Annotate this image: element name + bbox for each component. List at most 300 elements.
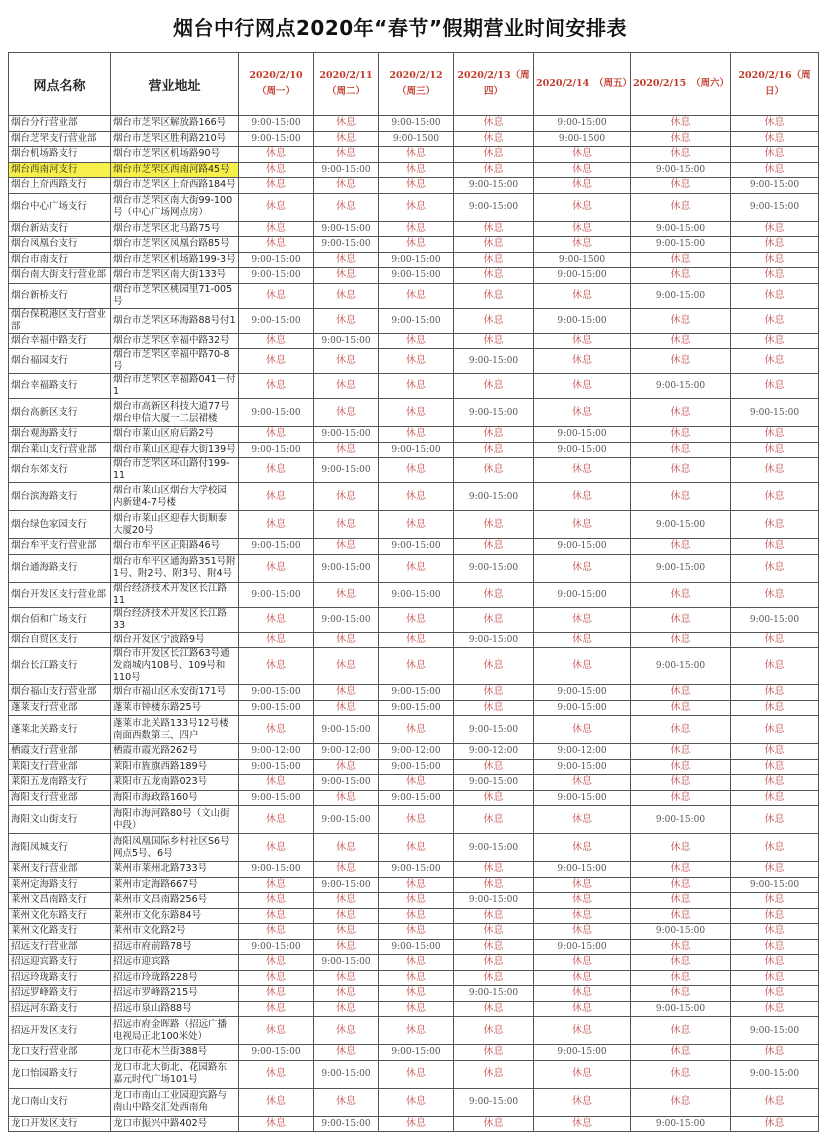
closed-cell[interactable]: 休息: [534, 775, 631, 791]
closed-cell[interactable]: 休息: [314, 700, 379, 716]
hours-cell[interactable]: 9:00-15:00: [534, 268, 631, 284]
hours-cell[interactable]: 9:00-15:00: [631, 511, 731, 539]
hours-cell[interactable]: 9:00-15:00: [731, 877, 819, 893]
header-date[interactable]: 2020/2/10（周一）: [239, 53, 314, 116]
hours-cell[interactable]: 9:00-15:00: [534, 790, 631, 806]
address-cell[interactable]: 烟台经济技术开发区长江路33: [111, 607, 239, 632]
hours-cell[interactable]: 9:00-15:00: [239, 1045, 314, 1061]
address-cell[interactable]: 烟台市芝罘区西南河路45号: [111, 162, 239, 178]
hours-cell[interactable]: 9:00-15:00: [314, 775, 379, 791]
hours-cell[interactable]: 9:00-15:00: [534, 116, 631, 132]
hours-cell[interactable]: 9:00-15:00: [239, 939, 314, 955]
address-cell[interactable]: 烟台市芝罘区幸福中路32号: [111, 333, 239, 349]
closed-cell[interactable]: 休息: [314, 893, 379, 909]
closed-cell[interactable]: 休息: [314, 308, 379, 333]
closed-cell[interactable]: 休息: [239, 955, 314, 971]
address-cell[interactable]: 招远市府前路78号: [111, 939, 239, 955]
closed-cell[interactable]: 休息: [379, 1116, 454, 1132]
hours-cell[interactable]: 9:00-15:00: [454, 193, 534, 221]
hours-cell[interactable]: 9:00-12:00: [239, 744, 314, 760]
closed-cell[interactable]: 休息: [631, 1045, 731, 1061]
closed-cell[interactable]: 休息: [379, 193, 454, 221]
closed-cell[interactable]: 休息: [731, 648, 819, 685]
closed-cell[interactable]: 休息: [314, 193, 379, 221]
hours-cell[interactable]: 9:00-15:00: [379, 939, 454, 955]
closed-cell[interactable]: 休息: [731, 700, 819, 716]
closed-cell[interactable]: 休息: [534, 834, 631, 862]
hours-cell[interactable]: 9:00-15:00: [379, 539, 454, 555]
closed-cell[interactable]: 休息: [314, 283, 379, 308]
closed-cell[interactable]: 休息: [731, 374, 819, 399]
closed-cell[interactable]: 休息: [454, 759, 534, 775]
closed-cell[interactable]: 休息: [454, 252, 534, 268]
closed-cell[interactable]: 休息: [731, 834, 819, 862]
closed-cell[interactable]: 休息: [454, 908, 534, 924]
closed-cell[interactable]: 休息: [314, 759, 379, 775]
closed-cell[interactable]: 休息: [314, 131, 379, 147]
closed-cell[interactable]: 休息: [631, 759, 731, 775]
hours-cell[interactable]: 9:00-15:00: [239, 116, 314, 132]
hours-cell[interactable]: 9:00-15:00: [454, 483, 534, 511]
branch-name-cell[interactable]: 烟台市南支行: [9, 252, 111, 268]
closed-cell[interactable]: 休息: [379, 221, 454, 237]
address-cell[interactable]: 烟台市莱山区迎春大街顺泰大厦20号: [111, 511, 239, 539]
closed-cell[interactable]: 休息: [314, 790, 379, 806]
closed-cell[interactable]: 休息: [239, 1017, 314, 1045]
closed-cell[interactable]: 休息: [534, 511, 631, 539]
closed-cell[interactable]: 休息: [731, 349, 819, 374]
branch-name-cell[interactable]: 莱州文昌南路支行: [9, 893, 111, 909]
closed-cell[interactable]: 休息: [314, 1001, 379, 1017]
branch-name-cell[interactable]: 海阳凤城支行: [9, 834, 111, 862]
branch-name-cell[interactable]: 莱州定海路支行: [9, 877, 111, 893]
closed-cell[interactable]: 休息: [379, 775, 454, 791]
closed-cell[interactable]: 休息: [314, 834, 379, 862]
closed-cell[interactable]: 休息: [454, 806, 534, 834]
closed-cell[interactable]: 休息: [239, 1088, 314, 1116]
hours-cell[interactable]: 9:00-15:00: [631, 283, 731, 308]
closed-cell[interactable]: 休息: [731, 442, 819, 458]
closed-cell[interactable]: 休息: [731, 806, 819, 834]
hours-cell[interactable]: 9:00-15:00: [534, 539, 631, 555]
hours-cell[interactable]: 9:00-15:00: [534, 427, 631, 443]
closed-cell[interactable]: 休息: [731, 162, 819, 178]
address-cell[interactable]: 招远市府金晖路（招远广播电视局正北100米处）: [111, 1017, 239, 1045]
closed-cell[interactable]: 休息: [731, 283, 819, 308]
branch-name-cell[interactable]: 烟台通海路支行: [9, 554, 111, 582]
closed-cell[interactable]: 休息: [239, 775, 314, 791]
closed-cell[interactable]: 休息: [454, 970, 534, 986]
closed-cell[interactable]: 休息: [534, 908, 631, 924]
address-cell[interactable]: 烟台市芝罘区机场路90号: [111, 147, 239, 163]
branch-name-cell[interactable]: 烟台幸福中路支行: [9, 333, 111, 349]
hours-cell[interactable]: 9:00-12:00: [454, 744, 534, 760]
hours-cell[interactable]: 9:00-15:00: [379, 759, 454, 775]
branch-name-cell[interactable]: 烟台中心广场支行: [9, 193, 111, 221]
address-cell[interactable]: 烟台市高新区科技大道77号烟台申信大厦一二层裙楼: [111, 399, 239, 427]
branch-name-cell[interactable]: 烟台莱山支行营业部: [9, 442, 111, 458]
closed-cell[interactable]: 休息: [239, 349, 314, 374]
closed-cell[interactable]: 休息: [731, 862, 819, 878]
closed-cell[interactable]: 休息: [239, 924, 314, 940]
closed-cell[interactable]: 休息: [631, 716, 731, 744]
closed-cell[interactable]: 休息: [534, 1088, 631, 1116]
header-date[interactable]: 2020/2/14 （周五）: [534, 53, 631, 116]
closed-cell[interactable]: 休息: [631, 252, 731, 268]
address-cell[interactable]: 烟台市芝罘区南大街133号: [111, 268, 239, 284]
closed-cell[interactable]: 休息: [239, 1001, 314, 1017]
closed-cell[interactable]: 休息: [454, 700, 534, 716]
closed-cell[interactable]: 休息: [314, 252, 379, 268]
branch-name-cell[interactable]: 莱阳五龙南路支行: [9, 775, 111, 791]
closed-cell[interactable]: 休息: [379, 1088, 454, 1116]
hours-cell[interactable]: 9:00-15:00: [239, 268, 314, 284]
branch-name-cell[interactable]: 烟台牟平支行营业部: [9, 539, 111, 555]
closed-cell[interactable]: 休息: [379, 333, 454, 349]
closed-cell[interactable]: 休息: [731, 483, 819, 511]
closed-cell[interactable]: 休息: [379, 511, 454, 539]
closed-cell[interactable]: 休息: [454, 458, 534, 483]
closed-cell[interactable]: 休息: [731, 955, 819, 971]
closed-cell[interactable]: 休息: [379, 1001, 454, 1017]
closed-cell[interactable]: 休息: [314, 178, 379, 194]
hours-cell[interactable]: 9:00-15:00: [631, 374, 731, 399]
address-cell[interactable]: 莱州市文昌南路256号: [111, 893, 239, 909]
closed-cell[interactable]: 休息: [731, 333, 819, 349]
closed-cell[interactable]: 休息: [731, 427, 819, 443]
closed-cell[interactable]: 休息: [239, 986, 314, 1002]
address-cell[interactable]: 烟台市牟平区通海路351号附1号、附2号、附3号、附4号: [111, 554, 239, 582]
closed-cell[interactable]: 休息: [731, 237, 819, 253]
closed-cell[interactable]: 休息: [534, 648, 631, 685]
branch-name-cell[interactable]: 蓬莱北关路支行: [9, 716, 111, 744]
closed-cell[interactable]: 休息: [379, 986, 454, 1002]
address-cell[interactable]: 海阳凤凰国际乡村社区S6号网点5号、6号: [111, 834, 239, 862]
address-cell[interactable]: 烟台市莱山区迎春大街139号: [111, 442, 239, 458]
closed-cell[interactable]: 休息: [534, 349, 631, 374]
header-date[interactable]: 2020/2/12（周三）: [379, 53, 454, 116]
hours-cell[interactable]: 9:00-15:00: [239, 862, 314, 878]
address-cell[interactable]: 烟台开发区宁波路9号: [111, 632, 239, 648]
closed-cell[interactable]: 休息: [239, 458, 314, 483]
closed-cell[interactable]: 休息: [731, 759, 819, 775]
hours-cell[interactable]: 9:00-12:00: [314, 744, 379, 760]
closed-cell[interactable]: 休息: [631, 1088, 731, 1116]
closed-cell[interactable]: 休息: [454, 1017, 534, 1045]
address-cell[interactable]: 烟台市牟平区正阳路46号: [111, 539, 239, 555]
closed-cell[interactable]: 休息: [239, 893, 314, 909]
closed-cell[interactable]: 休息: [314, 483, 379, 511]
closed-cell[interactable]: 休息: [454, 877, 534, 893]
branch-name-cell[interactable]: 烟台开发区支行营业部: [9, 582, 111, 607]
closed-cell[interactable]: 休息: [631, 458, 731, 483]
hours-cell[interactable]: 9:00-15:00: [314, 221, 379, 237]
closed-cell[interactable]: 休息: [631, 834, 731, 862]
branch-name-cell[interactable]: 栖霞支行营业部: [9, 744, 111, 760]
closed-cell[interactable]: 休息: [731, 893, 819, 909]
hours-cell[interactable]: 9:00-15:00: [454, 893, 534, 909]
branch-name-cell[interactable]: 烟台芝罘支行营业部: [9, 131, 111, 147]
address-cell[interactable]: 烟台市芝罘区凤凰台路85号: [111, 237, 239, 253]
address-cell[interactable]: 烟台市芝罘区北马路75号: [111, 221, 239, 237]
closed-cell[interactable]: 休息: [454, 162, 534, 178]
closed-cell[interactable]: 休息: [731, 116, 819, 132]
hours-cell[interactable]: 9:00-15:00: [631, 806, 731, 834]
closed-cell[interactable]: 休息: [631, 744, 731, 760]
hours-cell[interactable]: 9:00-1500: [534, 131, 631, 147]
closed-cell[interactable]: 休息: [731, 268, 819, 284]
closed-cell[interactable]: 休息: [314, 582, 379, 607]
hours-cell[interactable]: 9:00-15:00: [731, 193, 819, 221]
branch-name-cell[interactable]: 蓬莱支行营业部: [9, 700, 111, 716]
hours-cell[interactable]: 9:00-15:00: [314, 607, 379, 632]
address-cell[interactable]: 烟台市莱山区烟台大学校园内新建4-7号楼: [111, 483, 239, 511]
address-cell[interactable]: 烟台市芝罘区环山路付199-11: [111, 458, 239, 483]
address-cell[interactable]: 莱州市莱州北路733号: [111, 862, 239, 878]
closed-cell[interactable]: 休息: [631, 308, 731, 333]
address-cell[interactable]: 招远市迎宾路: [111, 955, 239, 971]
hours-cell[interactable]: 9:00-15:00: [731, 1060, 819, 1088]
closed-cell[interactable]: 休息: [379, 427, 454, 443]
hours-cell[interactable]: 9:00-15:00: [631, 648, 731, 685]
hours-cell[interactable]: 9:00-15:00: [314, 877, 379, 893]
hours-cell[interactable]: 9:00-15:00: [379, 700, 454, 716]
closed-cell[interactable]: 休息: [379, 237, 454, 253]
closed-cell[interactable]: 休息: [454, 221, 534, 237]
branch-name-cell[interactable]: 烟台凤凰台支行: [9, 237, 111, 253]
closed-cell[interactable]: 休息: [454, 924, 534, 940]
branch-name-cell[interactable]: 烟台自贸区支行: [9, 632, 111, 648]
hours-cell[interactable]: 9:00-15:00: [239, 759, 314, 775]
closed-cell[interactable]: 休息: [314, 349, 379, 374]
hours-cell[interactable]: 9:00-15:00: [239, 790, 314, 806]
hours-cell[interactable]: 9:00-15:00: [379, 862, 454, 878]
branch-name-cell[interactable]: 莱州文化东路支行: [9, 908, 111, 924]
address-cell[interactable]: 烟台市芝罘区南大街99-100号（中心广场网点房）: [111, 193, 239, 221]
closed-cell[interactable]: 休息: [534, 193, 631, 221]
branch-name-cell[interactable]: 烟台南大街支行营业部: [9, 268, 111, 284]
closed-cell[interactable]: 休息: [534, 483, 631, 511]
branch-name-cell[interactable]: 招远玲珑路支行: [9, 970, 111, 986]
hours-cell[interactable]: 9:00-15:00: [379, 790, 454, 806]
header-branch-name[interactable]: 网点名称: [9, 53, 111, 116]
closed-cell[interactable]: 休息: [534, 632, 631, 648]
closed-cell[interactable]: 休息: [239, 632, 314, 648]
closed-cell[interactable]: 休息: [631, 939, 731, 955]
hours-cell[interactable]: 9:00-12:00: [379, 744, 454, 760]
closed-cell[interactable]: 休息: [239, 162, 314, 178]
closed-cell[interactable]: 休息: [239, 716, 314, 744]
branch-name-cell[interactable]: 烟台分行营业部: [9, 116, 111, 132]
hours-cell[interactable]: 9:00-15:00: [239, 308, 314, 333]
closed-cell[interactable]: 休息: [239, 193, 314, 221]
closed-cell[interactable]: 休息: [314, 442, 379, 458]
closed-cell[interactable]: 休息: [534, 716, 631, 744]
closed-cell[interactable]: 休息: [631, 607, 731, 632]
closed-cell[interactable]: 休息: [454, 1001, 534, 1017]
closed-cell[interactable]: 休息: [631, 268, 731, 284]
closed-cell[interactable]: 休息: [454, 955, 534, 971]
hours-cell[interactable]: 9:00-1500: [379, 131, 454, 147]
closed-cell[interactable]: 休息: [534, 607, 631, 632]
hours-cell[interactable]: 9:00-15:00: [631, 237, 731, 253]
closed-cell[interactable]: 休息: [731, 147, 819, 163]
closed-cell[interactable]: 休息: [454, 308, 534, 333]
address-cell[interactable]: 烟台市开发区长江路63号通发商城内108号、109号和110号: [111, 648, 239, 685]
hours-cell[interactable]: 9:00-15:00: [379, 116, 454, 132]
closed-cell[interactable]: 休息: [379, 554, 454, 582]
closed-cell[interactable]: 休息: [631, 427, 731, 443]
hours-cell[interactable]: 9:00-15:00: [379, 308, 454, 333]
closed-cell[interactable]: 休息: [379, 399, 454, 427]
hours-cell[interactable]: 9:00-15:00: [631, 221, 731, 237]
closed-cell[interactable]: 休息: [379, 283, 454, 308]
hours-cell[interactable]: 9:00-15:00: [314, 716, 379, 744]
closed-cell[interactable]: 休息: [534, 877, 631, 893]
branch-name-cell[interactable]: 烟台绿色家园支行: [9, 511, 111, 539]
closed-cell[interactable]: 休息: [731, 511, 819, 539]
address-cell[interactable]: 莱阳市旌旗西路189号: [111, 759, 239, 775]
hours-cell[interactable]: 9:00-15:00: [534, 1045, 631, 1061]
closed-cell[interactable]: 休息: [631, 582, 731, 607]
branch-name-cell[interactable]: 招远罗峰路支行: [9, 986, 111, 1002]
closed-cell[interactable]: 休息: [314, 862, 379, 878]
address-cell[interactable]: 海阳市海河路80号（文山街中段）: [111, 806, 239, 834]
hours-cell[interactable]: 9:00-15:00: [534, 582, 631, 607]
address-cell[interactable]: 烟台市芝罘区机场路199-3号: [111, 252, 239, 268]
hours-cell[interactable]: 9:00-15:00: [534, 700, 631, 716]
hours-cell[interactable]: 9:00-15:00: [379, 442, 454, 458]
branch-name-cell[interactable]: 烟台机场路支行: [9, 147, 111, 163]
closed-cell[interactable]: 休息: [631, 908, 731, 924]
closed-cell[interactable]: 休息: [314, 539, 379, 555]
header-date[interactable]: 2020/2/11（周二）: [314, 53, 379, 116]
hours-cell[interactable]: 9:00-15:00: [314, 806, 379, 834]
closed-cell[interactable]: 休息: [379, 955, 454, 971]
address-cell[interactable]: 烟台市芝罘区胜利路210号: [111, 131, 239, 147]
address-cell[interactable]: 烟台经济技术开发区长江路11: [111, 582, 239, 607]
hours-cell[interactable]: 9:00-15:00: [631, 554, 731, 582]
branch-name-cell[interactable]: 莱州支行营业部: [9, 862, 111, 878]
header-address[interactable]: 营业地址: [111, 53, 239, 116]
closed-cell[interactable]: 休息: [239, 970, 314, 986]
closed-cell[interactable]: 休息: [534, 893, 631, 909]
address-cell[interactable]: 烟台市莱山区府后路2号: [111, 427, 239, 443]
address-cell[interactable]: 龙口市北大街北、花园路东嘉元时代广场101号: [111, 1060, 239, 1088]
branch-name-cell[interactable]: 烟台滨海路支行: [9, 483, 111, 511]
hours-cell[interactable]: 9:00-15:00: [314, 162, 379, 178]
address-cell[interactable]: 招远市玲珑路228号: [111, 970, 239, 986]
hours-cell[interactable]: 9:00-15:00: [534, 685, 631, 701]
closed-cell[interactable]: 休息: [314, 939, 379, 955]
address-cell[interactable]: 烟台市芝罘区上夼西路184号: [111, 178, 239, 194]
closed-cell[interactable]: 休息: [454, 1060, 534, 1088]
closed-cell[interactable]: 休息: [731, 308, 819, 333]
closed-cell[interactable]: 休息: [314, 908, 379, 924]
closed-cell[interactable]: 休息: [731, 1045, 819, 1061]
closed-cell[interactable]: 休息: [731, 582, 819, 607]
closed-cell[interactable]: 休息: [314, 632, 379, 648]
closed-cell[interactable]: 休息: [454, 116, 534, 132]
closed-cell[interactable]: 休息: [454, 237, 534, 253]
address-cell[interactable]: 烟台市芝罘区桃园里71-005号: [111, 283, 239, 308]
closed-cell[interactable]: 休息: [454, 685, 534, 701]
closed-cell[interactable]: 休息: [631, 399, 731, 427]
hours-cell[interactable]: 9:00-15:00: [379, 685, 454, 701]
branch-name-cell[interactable]: 烟台福园支行: [9, 349, 111, 374]
hours-cell[interactable]: 9:00-15:00: [314, 237, 379, 253]
closed-cell[interactable]: 休息: [454, 790, 534, 806]
closed-cell[interactable]: 休息: [314, 648, 379, 685]
hours-cell[interactable]: 9:00-1500: [534, 252, 631, 268]
branch-name-cell[interactable]: 烟台观海路支行: [9, 427, 111, 443]
branch-name-cell[interactable]: 招远河东路支行: [9, 1001, 111, 1017]
closed-cell[interactable]: 休息: [314, 924, 379, 940]
hours-cell[interactable]: 9:00-15:00: [454, 632, 534, 648]
hours-cell[interactable]: 9:00-15:00: [454, 834, 534, 862]
closed-cell[interactable]: 休息: [314, 970, 379, 986]
closed-cell[interactable]: 休息: [631, 333, 731, 349]
closed-cell[interactable]: 休息: [631, 147, 731, 163]
closed-cell[interactable]: 休息: [239, 1060, 314, 1088]
closed-cell[interactable]: 休息: [314, 374, 379, 399]
closed-cell[interactable]: 休息: [379, 970, 454, 986]
closed-cell[interactable]: 休息: [534, 162, 631, 178]
hours-cell[interactable]: 9:00-15:00: [534, 939, 631, 955]
hours-cell[interactable]: 9:00-15:00: [731, 607, 819, 632]
closed-cell[interactable]: 休息: [239, 908, 314, 924]
closed-cell[interactable]: 休息: [454, 374, 534, 399]
closed-cell[interactable]: 休息: [239, 554, 314, 582]
closed-cell[interactable]: 休息: [631, 178, 731, 194]
address-cell[interactable]: 龙口市南山工业园迎宾路与南山中路交汇处西南角: [111, 1088, 239, 1116]
branch-name-cell[interactable]: 莱州文化路支行: [9, 924, 111, 940]
branch-name-cell[interactable]: 烟台长江路支行: [9, 648, 111, 685]
address-cell[interactable]: 栖霞市霞光路262号: [111, 744, 239, 760]
closed-cell[interactable]: 休息: [239, 834, 314, 862]
branch-name-cell[interactable]: 龙口支行营业部: [9, 1045, 111, 1061]
closed-cell[interactable]: 休息: [314, 268, 379, 284]
closed-cell[interactable]: 休息: [731, 1088, 819, 1116]
closed-cell[interactable]: 休息: [379, 877, 454, 893]
branch-name-cell[interactable]: 烟台佰和广场支行: [9, 607, 111, 632]
closed-cell[interactable]: 休息: [731, 1001, 819, 1017]
hours-cell[interactable]: 9:00-15:00: [239, 700, 314, 716]
hours-cell[interactable]: 9:00-15:00: [379, 252, 454, 268]
hours-cell[interactable]: 9:00-15:00: [631, 1116, 731, 1132]
address-cell[interactable]: 龙口市花木兰街388号: [111, 1045, 239, 1061]
closed-cell[interactable]: 休息: [239, 806, 314, 834]
closed-cell[interactable]: 休息: [731, 744, 819, 760]
closed-cell[interactable]: 休息: [534, 955, 631, 971]
branch-name-cell[interactable]: 烟台高新区支行: [9, 399, 111, 427]
hours-cell[interactable]: 9:00-15:00: [731, 399, 819, 427]
closed-cell[interactable]: 休息: [631, 685, 731, 701]
closed-cell[interactable]: 休息: [731, 716, 819, 744]
hours-cell[interactable]: 9:00-15:00: [314, 1116, 379, 1132]
address-cell[interactable]: 烟台市芝罘区环海路88号付1: [111, 308, 239, 333]
closed-cell[interactable]: 休息: [731, 924, 819, 940]
closed-cell[interactable]: 休息: [631, 442, 731, 458]
closed-cell[interactable]: 休息: [631, 877, 731, 893]
hours-cell[interactable]: 9:00-15:00: [454, 775, 534, 791]
branch-name-cell[interactable]: 烟台新桥支行: [9, 283, 111, 308]
closed-cell[interactable]: 休息: [534, 970, 631, 986]
closed-cell[interactable]: 休息: [731, 458, 819, 483]
closed-cell[interactable]: 休息: [379, 924, 454, 940]
header-date[interactable]: 2020/2/13（周四）: [454, 53, 534, 116]
hours-cell[interactable]: 9:00-15:00: [314, 955, 379, 971]
